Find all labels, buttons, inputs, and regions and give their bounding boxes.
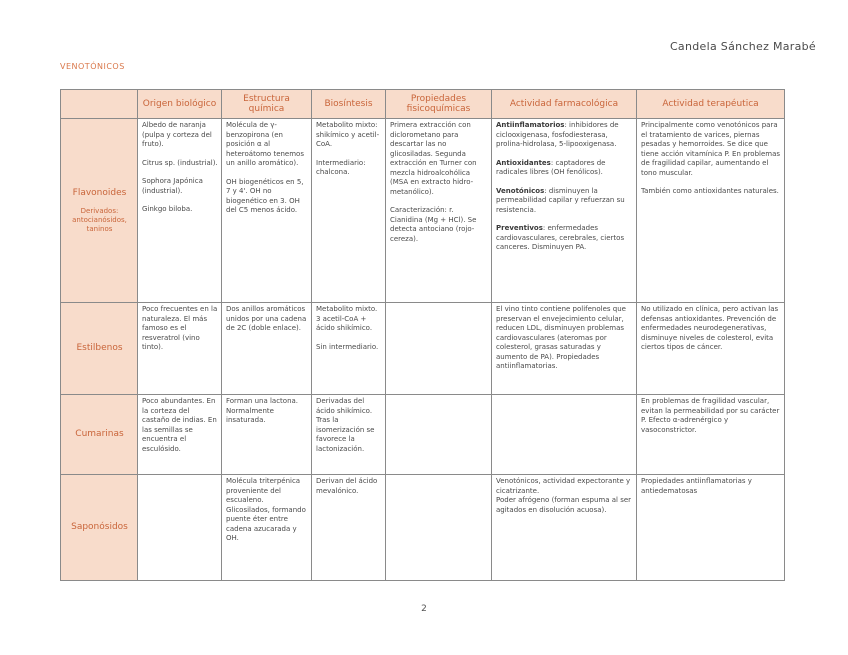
cell-text: Sin intermediario. bbox=[316, 342, 379, 351]
cell-biosintesis: Derivadas del ácido shikímico. Tras la isomerización se favorece la lactonización. bbox=[312, 395, 386, 475]
cell-text: : captadores de radicales libres (OH fenólicos). bbox=[496, 158, 606, 176]
cell-farmacologica bbox=[492, 395, 637, 475]
cell-terapeutica: En problemas de fragilidad vascular, evitan la permeabilidad por su carácter P. Efecto α-adrenérgico y vasoconstrictor. bbox=[637, 395, 785, 475]
cell-text: Sophora Japónica (industrial). bbox=[142, 177, 203, 195]
header-propiedades: Propiedades fisicoquímicas bbox=[386, 90, 492, 119]
cell-propiedades bbox=[386, 303, 492, 395]
cell-text: Citrus sp. (industrial). bbox=[142, 158, 218, 167]
cell-terapeutica bbox=[637, 119, 785, 303]
header-estructura: Estructura química bbox=[222, 90, 312, 119]
cell-biosintesis: Derivan del ácido mevalónico. bbox=[312, 475, 386, 581]
row-name: Saponósidos bbox=[71, 522, 128, 532]
cell-farmacologica: El vino tinto contiene polifenoles que preservan el envejecimiento celular, reducen LDL, disminuyen problemas cardiovasculares (ateromas por colesterol, grasas saturadas y aumento de PA). Propiedades antiinflamatorias. bbox=[492, 303, 637, 395]
cell-terapeutica: Propiedades antiinflamatorias y antiedematosas bbox=[637, 475, 785, 581]
cell-propiedades bbox=[386, 395, 492, 475]
term-bold: Venotónicos bbox=[496, 186, 545, 195]
cell-estructura bbox=[222, 119, 312, 303]
cell-farmacologica bbox=[492, 119, 637, 303]
cell-text: Molécula de γ-benzopirona (en posición α al heteroátomo tenemos un anillo aromático). bbox=[226, 121, 304, 167]
term-bold: Antiinflamatorios bbox=[496, 121, 565, 129]
header-row bbox=[61, 90, 785, 119]
cell-farmacologica bbox=[492, 475, 637, 581]
cell-text: Metabolito mixto: shikímico y acetil-CoA. bbox=[316, 121, 380, 148]
row-header-estilbenos bbox=[61, 303, 138, 395]
cell-text: Poder afrógeno (forman espuma al ser agitados en disolución acuosa). bbox=[496, 496, 632, 514]
cell-text: Albedo de naranja (pulpa y corteza del fruto). bbox=[142, 121, 212, 148]
cell-origen bbox=[138, 119, 222, 303]
header-origen: Origen biológico bbox=[138, 90, 222, 119]
term-bold: Preventivos bbox=[496, 224, 543, 232]
row-header-cumarinas bbox=[61, 395, 138, 475]
cell-text: También como antioxidantes naturales. bbox=[641, 187, 779, 195]
header-corner bbox=[61, 90, 138, 119]
row-subtitle: Derivados: antocianósidos, taninos bbox=[72, 206, 127, 233]
table-row-saponosidos bbox=[61, 475, 785, 581]
cell-text: : disminuyen la permeabilidad capilar y refuerzan su resistencia. bbox=[496, 186, 625, 214]
cell-text: Intermediario: chalcona. bbox=[316, 158, 366, 176]
table-row-estilbenos bbox=[61, 303, 785, 395]
header-biosintesis: Biosíntesis bbox=[312, 90, 386, 119]
cell-estructura: Molécula triterpénica proveniente del escualeno. Glicosilados, formando puente éter entre cadena azucarada y OH. bbox=[222, 475, 312, 581]
header-terapeutica: Actividad terapéutica bbox=[637, 90, 785, 119]
cell-text: Venotónicos, actividad expectorante y cicatrizante. bbox=[496, 477, 631, 495]
cell-terapeutica: No utilizado en clínica, pero activan las defensas antioxidantes. Prevención de enfermedades neurodegenerativas, disminuye niveles de colesterol, evita ciertos tipos de cáncer. bbox=[637, 303, 785, 395]
table-row-cumarinas bbox=[61, 395, 785, 475]
cell-propiedades bbox=[386, 475, 492, 581]
cell-text: Principalmente como venotónicos para el tratamiento de varices, piernas pesadas y hemorroides. Se dice que tiene acción vitamínica P. En problemas de fragilidad capilar, aumentando el tono muscular. bbox=[641, 121, 781, 177]
cell-text: : enfermedades cardiovasculares, cerebrales, ciertos canceres. Disminuyen PA. bbox=[496, 224, 625, 251]
cell-origen: Poco frecuentes en la naturaleza. El más famoso es el resveratrol (vino tinto). bbox=[138, 303, 222, 395]
cell-text: OH biogenéticos en 5, 7 y 4'. OH no biogenético en 3. OH del C5 menos ácido. bbox=[226, 177, 304, 214]
cell-origen bbox=[138, 475, 222, 581]
cell-biosintesis bbox=[312, 303, 386, 395]
cell-biosintesis bbox=[312, 119, 386, 303]
cell-text: : inhibidores de ciclooxigenasa, fosfodiesterasa, prolina-hidrolasa, 5-lipooxigenasa. bbox=[496, 121, 619, 148]
cell-origen: Poco abundantes. En la corteza del castaño de indias. En las semillas se encuentra el esculósido. bbox=[138, 395, 222, 475]
cell-estructura: Forman una lactona. Normalmente insaturada. bbox=[222, 395, 312, 475]
row-header-flavonoides bbox=[61, 119, 138, 303]
cell-text: Caracterización: r. Cianidina (Mg + HCl). Se detecta antociano (rojo-cereza). bbox=[390, 206, 477, 243]
row-name: Estilbenos bbox=[76, 343, 123, 353]
cell-estructura: Dos anillos aromáticos unidos por una cadena de 2C (doble enlace). bbox=[222, 303, 312, 395]
row-header-saponosidos bbox=[61, 475, 138, 581]
page-number: 2 bbox=[421, 604, 427, 614]
term-bold: Antioxidantes bbox=[496, 158, 551, 167]
row-name: Flavonoides bbox=[72, 187, 127, 198]
row-name: Cumarinas bbox=[75, 429, 124, 439]
table-row-flavonoides bbox=[61, 119, 785, 303]
cell-propiedades bbox=[386, 119, 492, 303]
header-farmacologica: Actividad farmacológica bbox=[492, 90, 637, 119]
cell-text: Metabolito mixto. 3 acetil-CoA + ácido shikímico. bbox=[316, 305, 378, 332]
venotonicos-table bbox=[60, 89, 785, 581]
cell-text: Ginkgo biloba. bbox=[142, 205, 193, 213]
section-title: VENOTÓNICOS bbox=[60, 62, 125, 71]
author-name: Candela Sánchez Marabé bbox=[669, 40, 816, 53]
cell-text: Primera extracción con diclorometano para descartar las no glicosiladas. Segunda extracción en Turner con mezcla hidroalcohólica (MSA en extracto hidro-metanólico). bbox=[390, 121, 477, 196]
